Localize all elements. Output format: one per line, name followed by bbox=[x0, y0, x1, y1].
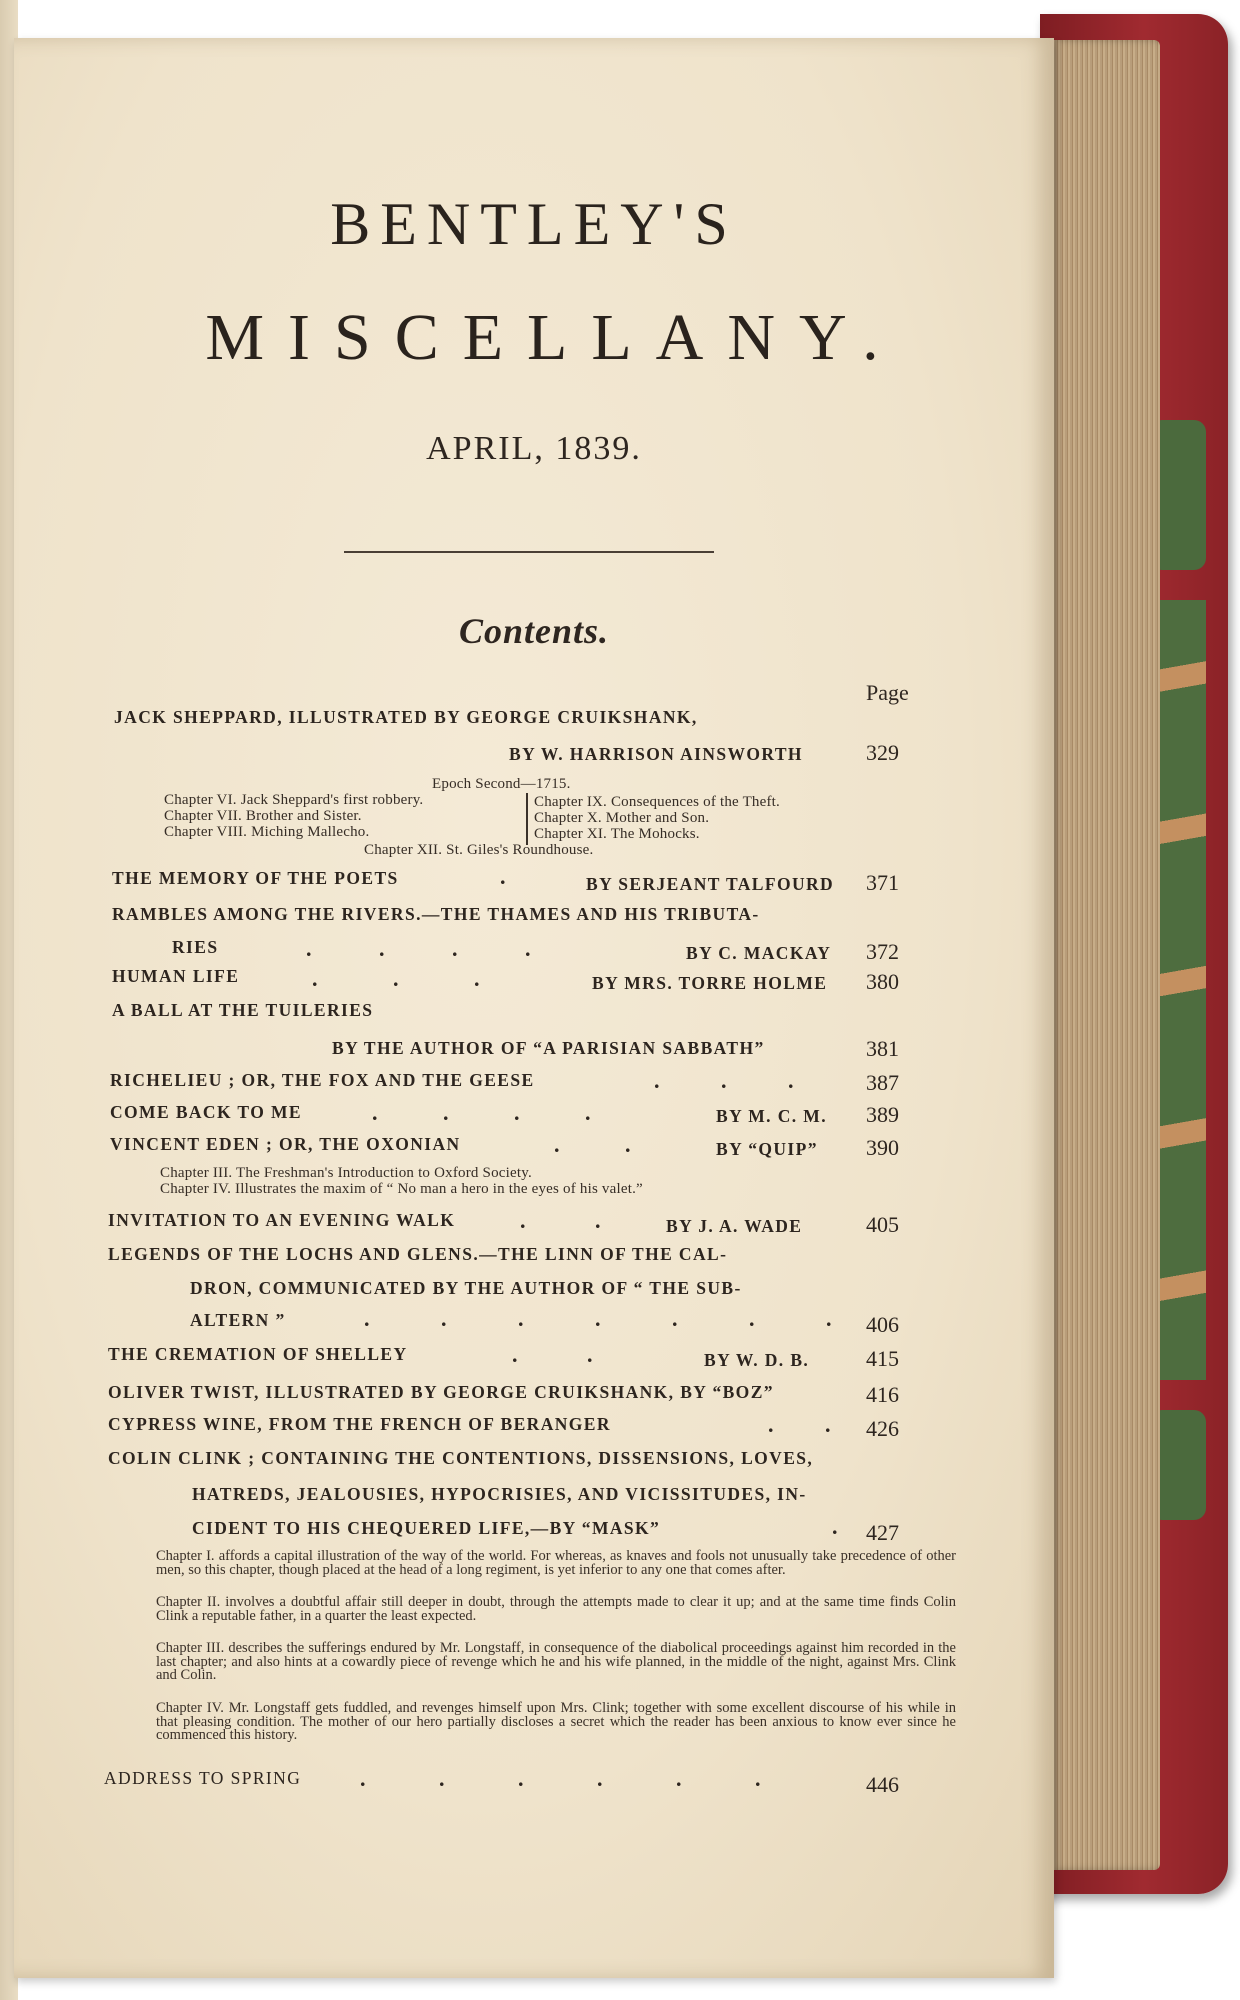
entry-author: BY J. A. WADE bbox=[666, 1216, 803, 1236]
chapter-summary: Chapter I. affords a capital illustration of the way of the world. For whereas, as knaves and fools not unusually take precedence of other men, so this chapter, though placed at the head of a long regiment, is yet inferior to any one that comes after. bbox=[156, 1548, 956, 1578]
entry-title-continued: RIES bbox=[172, 937, 219, 957]
entry-title: INVITATION TO AN EVENING WALK bbox=[108, 1210, 456, 1230]
entry-page: 329 bbox=[866, 740, 899, 765]
entry-author: BY W. HARRISON AINSWORTH bbox=[509, 744, 803, 764]
entry-title: ADDRESS TO SPRING bbox=[104, 1768, 302, 1788]
entry-title: JACK SHEPPARD, ILLUSTRATED BY GEORGE CRUIKSHANK, bbox=[114, 707, 698, 727]
entry-title: HUMAN LIFE bbox=[112, 966, 240, 986]
entry-title: LEGENDS OF THE LOCHS AND GLENS.—THE LINN OF THE CAL- bbox=[108, 1244, 728, 1264]
entry-title: COME BACK TO ME bbox=[110, 1102, 302, 1122]
leader-dots: . . bbox=[554, 1132, 631, 1157]
entry-author: BY THE AUTHOR OF “A PARISIAN SABBATH” bbox=[332, 1038, 765, 1058]
entry-title: THE CREMATION OF SHELLEY bbox=[108, 1344, 408, 1364]
masthead-title-line2: MISCELLANY. bbox=[205, 301, 903, 374]
entry-page: 381 bbox=[866, 1036, 899, 1061]
page-column-label: Page bbox=[866, 680, 909, 705]
epoch-line: Epoch Second—1715. bbox=[432, 776, 571, 792]
entry-title: VINCENT EDEN ; OR, THE OXONIAN bbox=[110, 1134, 461, 1154]
chapter-line: Chapter III. The Freshman's Introduction to Oxford Society. bbox=[160, 1165, 532, 1181]
entry-page: 387 bbox=[866, 1070, 899, 1095]
entry-author: BY “QUIP” bbox=[716, 1139, 818, 1159]
issue-date: APRIL, 1839. bbox=[426, 430, 642, 467]
entry-title: A BALL AT THE TUILERIES bbox=[112, 1000, 374, 1020]
contents-heading: Contents. bbox=[458, 611, 610, 651]
leader-dots: . . . bbox=[654, 1068, 794, 1093]
entry-page: 380 bbox=[866, 969, 899, 994]
leader-dots: . . bbox=[768, 1412, 831, 1437]
chapter-line: Chapter XII. St. Giles's Roundhouse. bbox=[364, 842, 594, 858]
entry-title-continued: DRON, COMMUNICATED BY THE AUTHOR OF “ THE SUB- bbox=[190, 1278, 742, 1298]
entry-title-continued: ALTERN ” bbox=[190, 1310, 286, 1330]
chapter-line: Chapter VI. Jack Sheppard's first robbery. bbox=[164, 792, 424, 808]
entry-page: 416 bbox=[866, 1382, 899, 1407]
leader-dots: . . . . bbox=[306, 936, 531, 961]
page-edges bbox=[1050, 40, 1160, 1870]
chapter-line: Chapter IX. Consequences of the Theft. bbox=[534, 794, 781, 810]
leader-dots: . bbox=[500, 864, 506, 889]
contents-page bbox=[14, 38, 1054, 1978]
leader-dots: . bbox=[832, 1514, 838, 1539]
entry-page: 405 bbox=[866, 1212, 899, 1237]
entry-title: RAMBLES AMONG THE RIVERS.—THE THAMES AND HIS TRIBUTA- bbox=[112, 904, 760, 924]
entry-author: BY SERJEANT TALFOURD bbox=[586, 874, 835, 894]
entry-page: 389 bbox=[866, 1102, 899, 1127]
entry-page: 426 bbox=[866, 1416, 899, 1441]
entry-page: 406 bbox=[866, 1312, 899, 1337]
entry-page: 371 bbox=[866, 870, 899, 895]
leader-dots: . . bbox=[512, 1342, 593, 1367]
divider-rule bbox=[344, 551, 714, 553]
entry-title: COLIN CLINK ; CONTAINING THE CONTENTIONS, DISSENSIONS, LOVES, bbox=[108, 1448, 814, 1468]
entry-page: 446 bbox=[866, 1772, 899, 1797]
entry-title: RICHELIEU ; OR, THE FOX AND THE GEESE bbox=[110, 1070, 535, 1090]
chapter-line: Chapter IV. Illustrates the maxim of “ No man a hero in the eyes of his valet.” bbox=[160, 1181, 643, 1197]
entry-author: BY W. D. B. bbox=[704, 1350, 810, 1370]
leader-dots: . . . . bbox=[372, 1100, 591, 1125]
entry-page: 372 bbox=[866, 939, 899, 964]
masthead-title-line1: BENTLEY'S bbox=[330, 191, 738, 257]
entry-author: BY M. C. M. bbox=[716, 1106, 827, 1126]
entry-title: THE MEMORY OF THE POETS bbox=[112, 868, 399, 888]
entry-page: 415 bbox=[866, 1346, 899, 1371]
leader-dots: . . . . . . bbox=[360, 1766, 761, 1791]
leader-dots: . . . bbox=[312, 966, 480, 991]
entry-title: OLIVER TWIST, ILLUSTRATED BY GEORGE CRUIKSHANK, BY “BOZ” bbox=[108, 1382, 774, 1402]
chapter-summary: Chapter III. describes the sufferings endured by Mr. Longstaff, in consequence of the diabolical proceedings against him recorded in the last chapter; and also hints at a cowardly piece of revenge which he and his wife planned, in the middle of the night, against Mrs. Clink and Colin. bbox=[156, 1640, 956, 1683]
chapter-summary: Chapter IV. Mr. Longstaff gets fuddled, and revenges himself upon Mrs. Clink; together with some excellent discourse of his while in that pleasing condition. The mother of our hero partially discloses a secret which the reader has been anxious to know ever since he commenced this history. bbox=[156, 1700, 956, 1743]
chapter-line: Chapter X. Mother and Son. bbox=[534, 810, 710, 826]
chapter-line: Chapter VII. Brother and Sister. bbox=[164, 808, 362, 824]
chapter-line: Chapter XI. The Mohocks. bbox=[534, 826, 700, 842]
entry-title: CYPRESS WINE, FROM THE FRENCH OF BERANGER bbox=[108, 1414, 611, 1434]
chapter-line: Chapter VIII. Miching Mallecho. bbox=[164, 824, 370, 840]
chapter-divider bbox=[526, 793, 528, 845]
entry-page: 390 bbox=[866, 1135, 899, 1160]
entry-author: BY C. MACKAY bbox=[686, 943, 832, 963]
entry-author: BY MRS. TORRE HOLME bbox=[592, 973, 828, 993]
entry-page: 427 bbox=[866, 1520, 899, 1545]
entry-title-continued: CIDENT TO HIS CHEQUERED LIFE,—BY “MASK” bbox=[192, 1518, 661, 1538]
leader-dots: . . . . . . . bbox=[364, 1306, 832, 1331]
leader-dots: . . bbox=[520, 1208, 601, 1233]
chapter-summary: Chapter II. involves a doubtful affair still deeper in doubt, through the attempts made to clear it up; and at the same time finds Colin Clink a reputable father, in a quarter the least expected. bbox=[156, 1594, 956, 1624]
entry-title-continued: HATREDS, JEALOUSIES, HYPOCRISIES, AND VICISSITUDES, IN- bbox=[192, 1484, 807, 1504]
